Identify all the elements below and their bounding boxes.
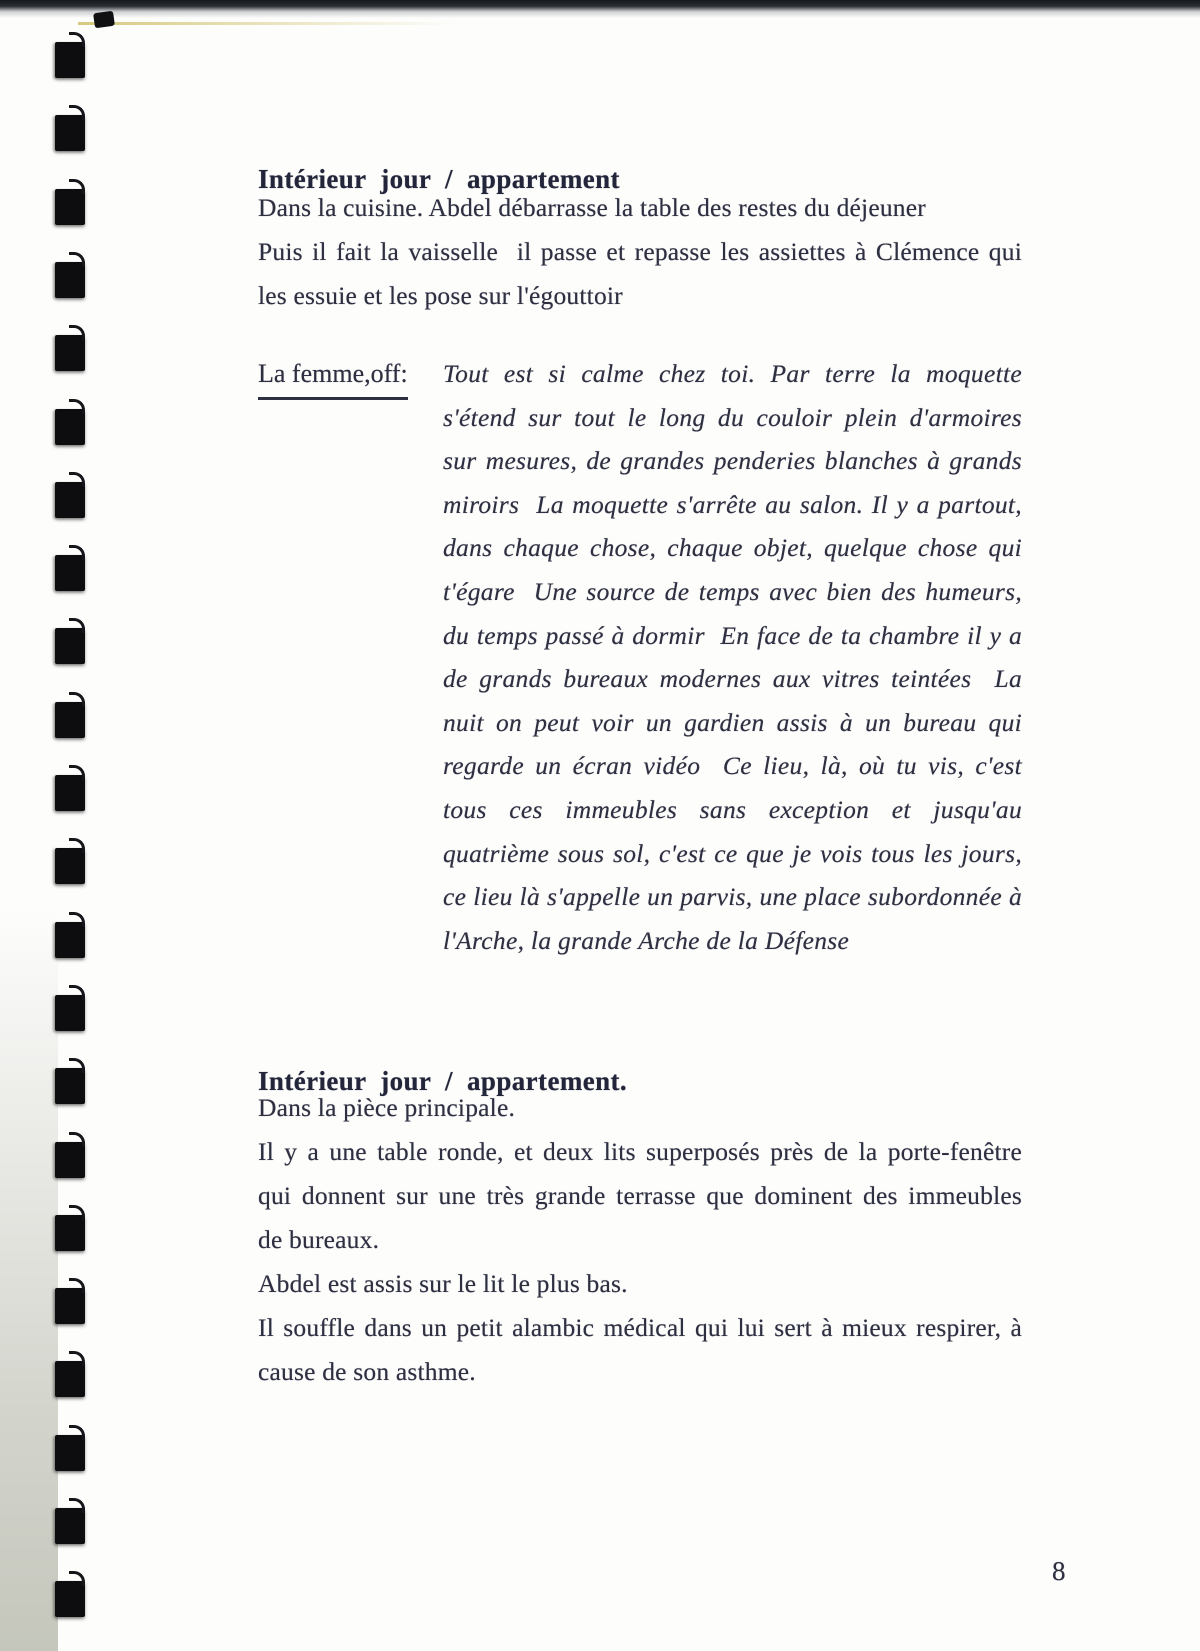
text-line: Puis il fait la vaisselle il passe et repasse les assiettes à Clémence qui — [258, 237, 1022, 266]
text-line: Dans la pièce principale. — [258, 1093, 516, 1122]
comb-tooth — [55, 555, 85, 591]
comb-tooth — [55, 1288, 85, 1324]
comb-binding — [0, 0, 120, 1651]
text-line: cause de son asthme. — [258, 1357, 476, 1386]
text-line: t'égare Une source de temps avec bien des humeurs, — [443, 576, 1022, 606]
text-line: ce lieu là s'appelle un parvis, une place subordonnée à — [443, 882, 1022, 912]
text-line: les essuie et les pose sur l'égouttoir — [258, 281, 623, 310]
text-line: quatrième sous sol, c'est ce que je vois tous les jours, — [443, 838, 1022, 868]
text-line: miroirs La moquette s'arrête au salon. Il y a partout, — [443, 489, 1022, 519]
comb-tooth — [55, 702, 85, 738]
scene2-action — [258, 1086, 1022, 1394]
text-line: Tout est si calme chez toi. Par terre la moquette — [443, 359, 1022, 388]
text-line: l'Arche, la grande Arche de la Défense — [443, 925, 850, 955]
comb-tooth — [55, 1142, 85, 1178]
comb-tooth — [55, 409, 85, 445]
dialogue-text — [443, 352, 1022, 962]
comb-tooth — [55, 775, 85, 811]
comb-tooth — [55, 848, 85, 884]
comb-tooth — [55, 1215, 85, 1251]
scene2-heading: Intérieur jour / appartement. — [258, 1066, 628, 1097]
comb-tooth — [55, 42, 85, 78]
text-line: Il y a une table ronde, et deux lits superposés près de la porte-fenêtre — [258, 1137, 1022, 1166]
speaker-label-text: La femme,off: — [258, 352, 408, 400]
comb-tooth — [55, 995, 85, 1031]
comb-tooth — [55, 115, 85, 151]
text-line: Dans la cuisine. Abdel débarrasse la table des restes du déjeuner — [258, 193, 926, 222]
comb-tooth — [55, 628, 85, 664]
text-line: de grands bureaux modernes aux vitres teintées La — [443, 664, 1022, 694]
comb-tooth — [55, 1068, 85, 1104]
comb-tooth — [55, 189, 85, 225]
text-line: du temps passé à dormir En face de ta chambre il y a — [443, 620, 1022, 650]
comb-tooth — [55, 1361, 85, 1397]
text-line: nuit on peut voir un gardien assis à un bureau qui — [443, 707, 1022, 737]
scene1-action — [258, 186, 1022, 318]
text-line: tous ces immeubles sans exception et jusqu'au — [443, 794, 1022, 824]
comb-tooth — [55, 1508, 85, 1544]
dialogue-block — [258, 352, 1022, 962]
comb-tooth — [55, 262, 85, 298]
comb-tooth — [55, 1581, 85, 1617]
text-line: Il souffle dans un petit alambic médical qui lui sert à mieux respirer, à — [258, 1313, 1022, 1342]
text-line: qui donnent sur une très grande terrasse que dominent des immeubles — [258, 1181, 1022, 1210]
page-number: 8 — [1052, 1556, 1066, 1586]
comb-tooth — [55, 335, 85, 371]
comb-tooth — [55, 1435, 85, 1471]
comb-tooth — [55, 922, 85, 958]
scan-top-shadow — [0, 0, 1200, 18]
text-line: sur mesures, de grandes penderies blanches à grands — [443, 446, 1022, 476]
text-line: s'étend sur tout le long du couloir plein d'armoires — [443, 402, 1022, 432]
text-line: regarde un écran vidéo Ce lieu, là, où tu vis, c'est — [443, 751, 1022, 781]
text-line: Abdel est assis sur le lit le plus bas. — [258, 1269, 628, 1298]
text-line: dans chaque chose, chaque objet, quelque chose qui — [443, 533, 1022, 563]
speaker-label — [258, 352, 408, 400]
text-line: de bureaux. — [258, 1225, 380, 1254]
scene1-heading: Intérieur jour / appartement — [258, 164, 620, 195]
comb-tooth — [55, 482, 85, 518]
page-top-edge — [78, 22, 458, 25]
